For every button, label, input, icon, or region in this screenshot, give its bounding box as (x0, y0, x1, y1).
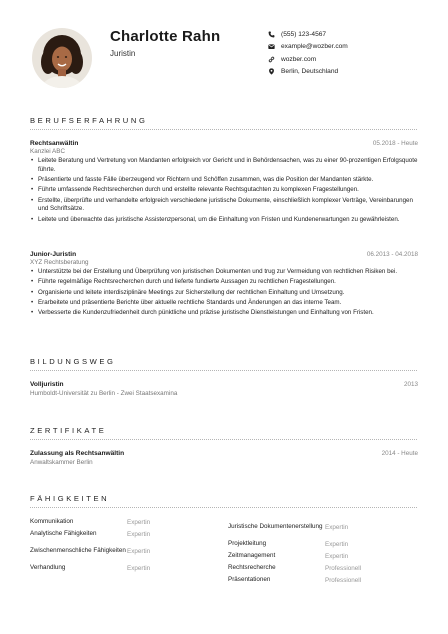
skill-level: Professionell (325, 564, 362, 572)
skill-row (30, 562, 220, 574)
skill-name: Präsentationen (228, 576, 271, 583)
skill-level: Expertin (127, 564, 151, 572)
list-item: • Präsentierte und fasste Fälle überzeugend vor Richtern und Schöffen zusammen, was die Position der Mandanten stärkte. (31, 176, 374, 184)
education-title: Volljuristin (30, 381, 64, 388)
skill-level: Expertin (127, 518, 151, 526)
skill-row (228, 574, 418, 586)
contact-email (268, 41, 348, 54)
skill-row (228, 562, 418, 574)
avatar (32, 28, 92, 88)
list-item: • Leitete und überwachte das juristische Assistenzpersonal, um die Einhaltung von Fristen und Kundenerwartungen zu gewährleisten. (31, 215, 400, 223)
skills-left-column (30, 516, 220, 574)
job-1-date: 05.2018 - Heute (372, 140, 418, 147)
skill-row (30, 528, 220, 540)
certificate-date: 2014 - Heute (381, 450, 418, 457)
contact-phone (268, 28, 348, 41)
skill-level: Expertin (127, 530, 151, 538)
list-item: • Erstellte, überprüfte und verhandelte erfolgreich verschiedene juristische Dokumente, einschließlich komplexer Verträge, Vereinbarungen und Schriftsätze. (31, 196, 413, 213)
skill-name: Zwischenmenschliche Fähigkeiten (30, 547, 126, 554)
skill-level: Expertin (325, 523, 349, 531)
job-1-title: Rechtsanwältin (30, 140, 79, 147)
skill-name: Zeitmanagement (228, 552, 276, 559)
section-divider (30, 129, 417, 130)
skill-name: Verhandlung (30, 564, 66, 571)
list-item: • Unterstützte bei der Erstellung und Überprüfung von juristischen Dokumenten und trug zur Vermeidung von rechtlichen Risiken bei. (31, 268, 398, 275)
education-subtitle: Humboldt-Universität zu Berlin - Zwei Staatsexamina (30, 390, 178, 397)
list-item: • Organisierte und leitete interdisziplinäre Meetings zur Sicherstellung der rechtlichen Einhaltung und Umsetzung. (31, 288, 345, 296)
skill-row (228, 516, 418, 538)
email-icon (268, 43, 275, 50)
job-1-company: Kanzlei ABC (30, 148, 66, 155)
skill-name: Juristische Dokumentenerstellung (228, 523, 323, 530)
skill-level: Professionell (325, 576, 362, 584)
skill-row (30, 540, 220, 562)
link-icon (268, 56, 275, 63)
list-item: • Führte umfassende Rechtsrecherchen durch und erstellte relevante Rechtsgutachten zu komplexen Fragestellungen. (31, 186, 359, 194)
job-2-date: 06.2013 - 04.2018 (366, 251, 418, 258)
section-divider (30, 507, 417, 508)
skill-row (228, 550, 418, 562)
job-title: Juristin (110, 49, 136, 58)
email-text[interactable]: example@wozber.com (281, 43, 348, 51)
location-icon (268, 68, 275, 75)
contact-website (268, 53, 348, 66)
job-2-company: XYZ Rechtsberatung (30, 259, 89, 266)
skills-section-title: FÄHIGKEITEN (30, 494, 110, 503)
candidate-name: Charlotte Rahn (110, 28, 221, 45)
experience-section-title: BERUFSERFAHRUNG (30, 116, 148, 125)
skill-name: Rechtsrecherche (228, 564, 276, 571)
location-text: Berlin, Deutschland (281, 68, 339, 76)
certificate-issuer: Anwaltskammer Berlin (30, 459, 93, 466)
certificate-title: Zulassung als Rechtsanwältin (30, 450, 125, 457)
phone-text[interactable]: (555) 123-4567 (281, 30, 327, 38)
education-date: 2013 (403, 381, 418, 388)
skill-level: Expertin (127, 547, 151, 555)
website-text[interactable]: wozber.com (281, 55, 317, 63)
section-divider (30, 370, 417, 371)
skill-name: Analytische Fähigkeiten (30, 530, 97, 537)
job-1-bullets (30, 157, 418, 226)
list-item: • Verbesserte die Kundenzufriedenheit durch pünktliche und präzise juristische Dienstleistungen und Einhaltung von Fristen. (31, 309, 374, 317)
skill-name: Kommunikation (30, 518, 74, 525)
education-section-title: BILDUNGSWEG (30, 357, 116, 366)
contact-list (268, 28, 348, 78)
job-2-title: Junior-Juristin (30, 251, 77, 258)
skill-level: Expertin (325, 552, 349, 560)
job-2-bullets (30, 268, 418, 319)
certificates-section-title: ZERTIFIKATE (30, 426, 107, 435)
list-item: • Führte regelmäßige Rechtsrecherchen durch und lieferte fundierte Aussagen zu rechtlichen Fragestellungen. (31, 278, 336, 286)
phone-icon (268, 31, 275, 38)
skill-name: Projektleitung (228, 540, 267, 547)
contact-location (268, 66, 348, 79)
skill-row (30, 516, 220, 528)
list-item: • Erarbeitete und präsentierte Berichte über aktuelle rechtliche Standards und Änderungen an das interne Team. (31, 298, 342, 306)
list-item: • Leitete Beratung und Vertretung von Mandanten erfolgreich vor Gericht und in Behördensachen, was zu einer 90-prozentigen Erfolgsquote führte. (31, 157, 418, 173)
profile-photo-icon (32, 28, 92, 88)
skill-row (228, 538, 418, 550)
skill-level: Expertin (325, 540, 349, 548)
skills-right-column (228, 516, 418, 586)
section-divider (30, 439, 417, 440)
